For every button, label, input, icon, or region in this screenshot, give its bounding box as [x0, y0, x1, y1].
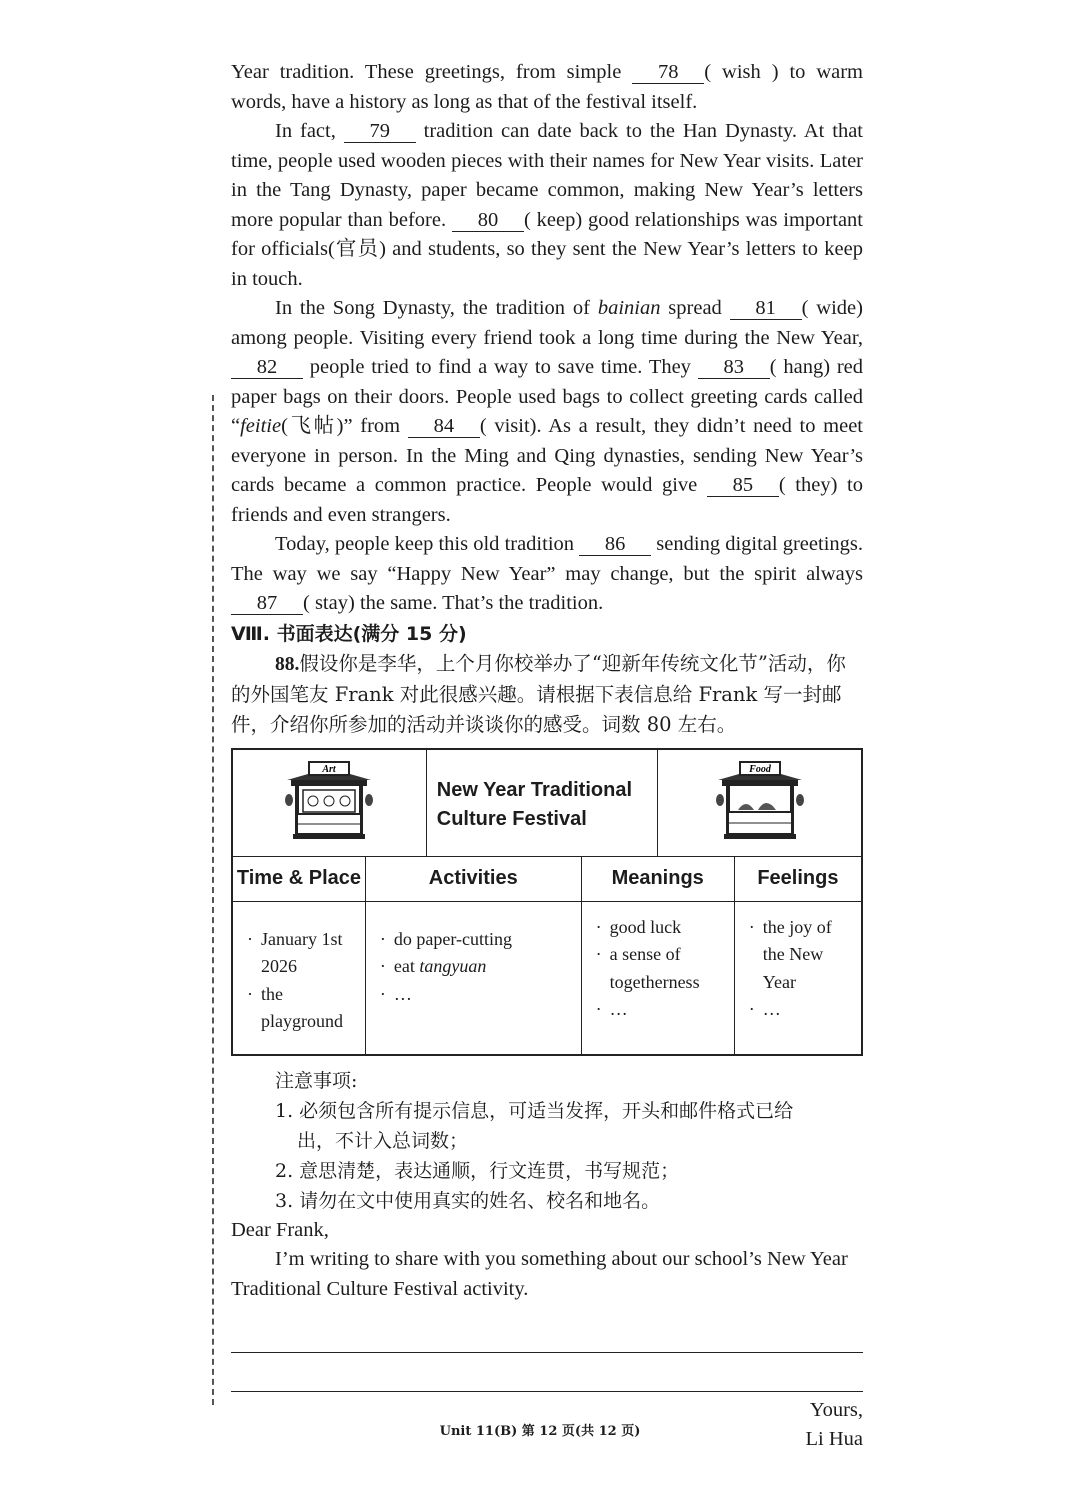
art-stall-icon [279, 758, 379, 842]
art-stall-illustration [232, 749, 426, 857]
italic-term: tangyuan [419, 956, 487, 976]
art-sign-text: Art [322, 764, 337, 775]
passage-text: sending digital greetings. The way we say “Happy New Year” may change, but the spirit always [231, 533, 863, 585]
passage-text: to warm words, have a history as long as that of the festival itself. [231, 61, 863, 113]
hint-85: ( they) [778, 474, 838, 496]
letter-closing: Yours, [809, 1399, 863, 1421]
blank-81[interactable]: 81 [730, 297, 802, 320]
header-activities: Activities [365, 856, 581, 901]
hint-87: ( stay) [303, 592, 355, 614]
task-text: 假设你是李华，上个月你校举办了“迎新年传统文化节”活动，你的外国笔友 Frank 对此很感兴趣。请根据下表信息给 Frank 写一封邮件，介绍你所参加的活动并谈谈你的感受。词数 80 左右。 [231, 651, 846, 736]
page-footer: Unit 11(B) 第 12 页(共 12 页) [439, 1424, 641, 1439]
passage-text: to friends and even strangers. [231, 474, 863, 526]
writing-task [231, 649, 863, 740]
blank-84[interactable]: 84 [408, 415, 480, 438]
list-item: · … [749, 996, 853, 1024]
passage-text: good relationships was important for officials(官员) and students, so they sent the New Year’s letters to keep in touch. [231, 208, 863, 290]
passage-paragraph-2 [231, 117, 863, 294]
list-item: · a sense of togetherness [596, 941, 726, 996]
hint-84: ( visit) [479, 415, 537, 437]
food-sign-text: Food [748, 764, 771, 775]
food-stall-illustration [658, 749, 862, 857]
letter-opening: I’m writing to share with you something about our school’s New Year Traditional Culture Festival activity. [231, 1248, 848, 1300]
passage-text: In the Song Dynasty, the tradition of [275, 297, 598, 319]
list-item: · … [380, 981, 573, 1009]
passage-text: (飞帖)” from [281, 415, 408, 437]
passage-text: Year tradition. These greetings, from simple [231, 61, 633, 83]
passage-text: Today, people keep this old tradition [275, 533, 580, 555]
hint-83: ( hang) [769, 356, 831, 378]
list-item: · … [596, 996, 726, 1024]
header-feelings: Feelings [734, 856, 862, 901]
answer-line-2[interactable] [231, 1391, 863, 1392]
festival-title-line-2: Culture Festival [436, 807, 587, 830]
page-content [231, 58, 863, 1454]
passage-text: spread [660, 297, 730, 319]
task-number: 88. [275, 653, 300, 675]
blank-85[interactable]: 85 [707, 474, 779, 497]
list-item: · the joy of the New Year [749, 914, 853, 997]
blank-87[interactable]: 87 [231, 592, 303, 615]
passage-text: people tried to find a way to save time. They [303, 356, 698, 378]
info-table [231, 748, 863, 1056]
blank-82[interactable]: 82 [231, 356, 303, 379]
passage-text: In fact, [275, 120, 344, 142]
hint-81: ( wide) [801, 297, 863, 319]
list-item: · do paper-cutting [380, 926, 573, 954]
passage-text: . As a result, they didn’t need to meet everyone in person. In the Ming and Qing dynasties, sending New Year’s cards became a common practice. People would give [231, 415, 864, 496]
italic-term: feitie [240, 415, 282, 437]
food-stall-icon [710, 758, 810, 842]
blank-86[interactable]: 86 [579, 533, 651, 556]
passage-text: tradition can date back to the Han Dynasty. At that time, people used wooden pieces with their names for New Year visits. Later in the Tang Dynasty, paper became common, making New Year’s letters more popular than before. [231, 120, 863, 231]
notes-block [231, 1066, 863, 1216]
blank-79[interactable]: 79 [344, 120, 416, 143]
note-2: 2. 意思清楚，表达通顺，行文连贯，书写规范； [275, 1159, 680, 1182]
passage-text: the same. That’s the tradition. [354, 592, 604, 614]
passage-paragraph-3 [231, 294, 863, 530]
binding-cut-line [212, 395, 214, 1405]
passage-text: red paper bags on their doors. People used bags to collect greeting cards called “ [231, 356, 863, 437]
notes-heading: 注意事项: [275, 1069, 358, 1092]
passage-paragraph-1 [231, 58, 863, 117]
header-time-place: Time & Place [232, 856, 365, 901]
passage-text: among people. Visiting every friend took a long time during the New Year, [231, 326, 863, 349]
letter-greeting: Dear Frank, [231, 1218, 329, 1241]
festival-title-cell [426, 749, 657, 857]
activities-cell [365, 901, 581, 1055]
passage-paragraph-4 [231, 530, 863, 619]
meanings-cell [581, 901, 734, 1055]
note-1: 1. 必须包含所有提示信息，可适当发挥，开头和邮件格式已给 [275, 1099, 794, 1122]
blank-78[interactable]: 78 [632, 61, 704, 84]
note-1-continued: 出，不计入总词数； [297, 1129, 469, 1152]
italic-term: bainian [597, 297, 661, 319]
hint-78: ( wish ) [704, 61, 779, 83]
hint-80: ( keep) [523, 208, 583, 231]
blank-83[interactable]: 83 [698, 356, 770, 379]
answer-line-1[interactable] [231, 1352, 863, 1353]
header-meanings: Meanings [581, 856, 734, 901]
list-item: · the playground [247, 981, 357, 1036]
list-item [380, 953, 573, 981]
blank-80[interactable]: 80 [452, 209, 524, 232]
time-place-cell [232, 901, 365, 1055]
list-item-text: eat [393, 956, 420, 976]
note-3: 3. 请勿在文中使用真实的姓名、校名和地名。 [275, 1189, 661, 1212]
feelings-cell [734, 901, 862, 1055]
section-title: Ⅷ. 书面表达(满分 15 分) [231, 622, 467, 645]
letter-signature: Li Hua [805, 1428, 863, 1450]
letter [231, 1216, 863, 1305]
list-item: · January 1st 2026 [247, 926, 357, 981]
festival-title-line-1: New Year Traditional [436, 778, 633, 801]
list-item: · good luck [596, 914, 726, 942]
